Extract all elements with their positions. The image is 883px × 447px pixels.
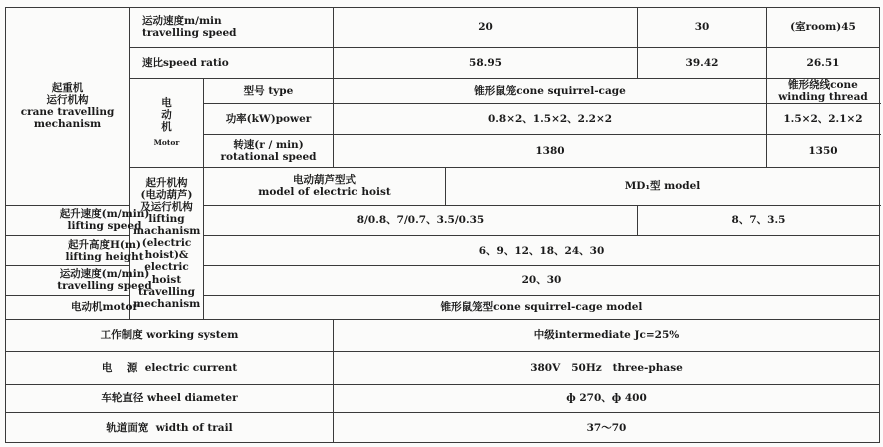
crane-title-line: crane travelling xyxy=(20,106,115,119)
crane-title-line: mechanism xyxy=(33,118,102,131)
label-line: lifting height xyxy=(65,250,144,263)
table-row xyxy=(6,236,880,266)
lifting-title-line: (electric hoist)& xyxy=(141,237,192,262)
crane-title-line: 运行机构 xyxy=(46,94,89,107)
electric-current-value: 380V 50Hz three-phase xyxy=(334,351,880,384)
motor-char: 机 xyxy=(161,121,172,134)
working-system-value: 中级intermediate Jc=25% xyxy=(334,320,880,352)
label-line: 运动速度m/min xyxy=(142,15,222,28)
table-row xyxy=(6,205,880,236)
table-row xyxy=(6,413,880,443)
speed-ratio-label: 速比speed ratio xyxy=(130,47,334,78)
hoist-model-label xyxy=(204,167,446,205)
rotational-speed-label xyxy=(204,134,334,167)
label-line: 电动葫芦型式 xyxy=(293,174,356,187)
working-system-label: 工作制度 working system xyxy=(6,320,334,352)
power-right-value: 1.5×2、2.1×2 xyxy=(767,104,880,135)
hoist-model-left: MD₁型 model xyxy=(446,167,880,205)
lifting-speed-right: 8、7、3.5 xyxy=(638,205,880,236)
label-line: 起升速度(m/min) xyxy=(59,208,150,221)
lifting-height-value: 6、9、12、18、24、30 xyxy=(204,236,880,266)
table-row xyxy=(6,167,880,205)
power-label: 功率(kW)power xyxy=(204,104,334,135)
lifting-title-line: electric hoist xyxy=(144,261,189,286)
table-row xyxy=(6,351,880,384)
ratio-cell: 58.95 xyxy=(334,47,638,78)
motor-char: 电 xyxy=(161,97,172,110)
ratio-cell: 39.42 xyxy=(638,47,767,78)
speed-cell: 20 xyxy=(334,8,638,48)
table-row xyxy=(6,78,880,104)
electric-current-label: 电 源 electric current xyxy=(6,351,334,384)
table-row xyxy=(6,265,880,295)
label-line: lifting speed xyxy=(67,220,142,233)
label-line: 起升高度H(m) xyxy=(68,238,141,251)
lifting-title-line: 及运行机构 xyxy=(140,201,193,214)
label-line: travelling speed xyxy=(57,280,152,293)
hoist-motor-label: 电动机motor xyxy=(6,295,204,320)
travelling-speed-label xyxy=(130,8,334,48)
type-left-value: 锥形鼠笼cone squirrel-cage xyxy=(334,78,767,104)
label-line: model of electric hoist xyxy=(258,186,391,199)
crane-title-line: 起重机 xyxy=(51,82,84,95)
lifting-title-line: (电动葫芦) xyxy=(140,189,193,202)
label-line: 运动速度(m/min) xyxy=(59,268,150,281)
ratio-cell: 26.51 xyxy=(767,47,880,78)
trail-width-label: 轨道面宽 width of trail xyxy=(6,413,334,443)
wheel-diameter-value: ф 270、ф 400 xyxy=(334,384,880,413)
label-line: travelling speed xyxy=(142,27,237,40)
motor-char: 动 xyxy=(161,109,172,122)
table-row xyxy=(6,47,880,78)
speed-cell: (室room)45 xyxy=(767,8,880,48)
hoist-motor-value: 锥形鼠笼型cone squirrel-cage model xyxy=(204,295,880,320)
power-left-value: 0.8×2、1.5×2、2.2×2 xyxy=(334,104,767,135)
type-label: 型号 type xyxy=(204,78,334,104)
crane-mechanism-header xyxy=(6,8,130,206)
lifting-title-line: 起升机构 xyxy=(145,177,188,190)
trail-width-value: 37～70 xyxy=(334,413,880,443)
type-right-value: 锥形绕线cone winding thread xyxy=(767,78,880,104)
lifting-title-line: travelling xyxy=(138,285,195,298)
motor-group-header xyxy=(130,78,204,167)
table-row xyxy=(6,320,880,352)
lifting-title-line: mechanism xyxy=(133,297,201,310)
table-row xyxy=(6,384,880,413)
specification-table xyxy=(5,7,880,443)
rotational-right-value: 1350 xyxy=(767,134,880,167)
wheel-diameter-label: 车轮直径 wheel diameter xyxy=(6,384,334,413)
motor-en-label: Motor xyxy=(153,138,180,148)
label-line: 转速(r / min) xyxy=(233,138,304,151)
rotational-left-value: 1380 xyxy=(334,134,767,167)
lifting-speed-left: 8/0.8、7/0.7、3.5/0.35 xyxy=(204,205,638,236)
hoist-travelling-speed-value: 20、30 xyxy=(204,265,880,295)
lifting-title-line: lifting machanism xyxy=(133,213,201,238)
speed-cell: 30 xyxy=(638,8,767,48)
label-line: rotational speed xyxy=(220,150,317,163)
table-row xyxy=(6,8,880,48)
